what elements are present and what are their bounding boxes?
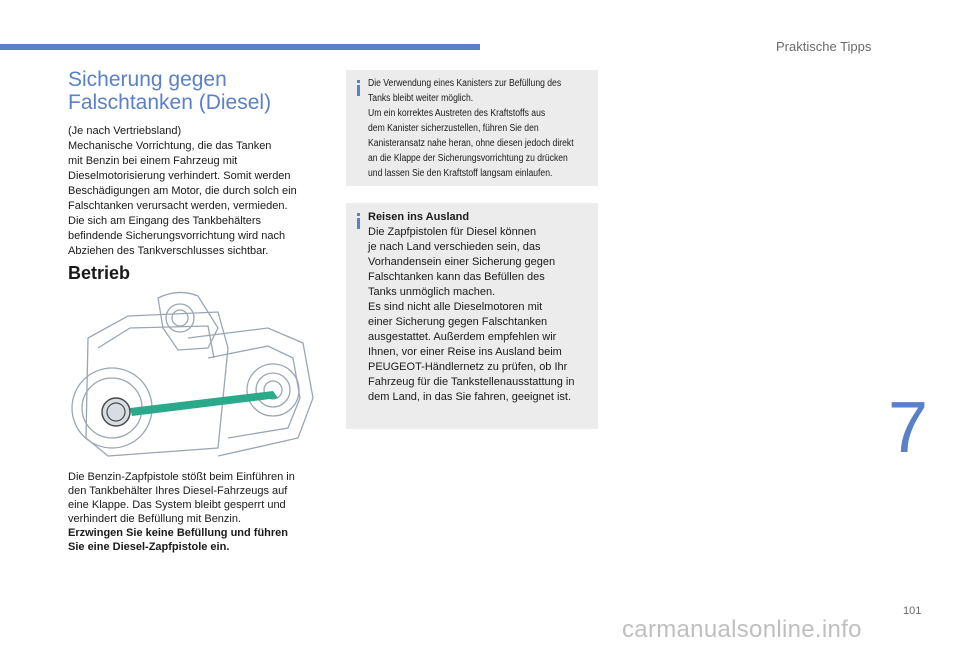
info-line: PEUGEOT-Händlernetz zu prüfen, ob Ihr: [368, 361, 568, 373]
info-line: an die Klappe der Sicherungsvorrichtung zu drücken: [368, 153, 568, 164]
intro-line: (Je nach Vertriebsland): [68, 125, 182, 137]
info-box-canister: [346, 70, 598, 186]
intro-paragraph: [68, 124, 332, 259]
page-title: [68, 68, 271, 114]
page-number: 101: [903, 605, 922, 617]
info-line: dem Land, in das Sie fahren, geeignet ist.: [368, 391, 572, 403]
section-heading-operation: Betrieb: [68, 263, 131, 283]
info-box-text: [368, 76, 574, 181]
intro-line: Beschädigungen am Motor, die durch solch ein: [68, 185, 297, 197]
info-line: dem Kanister sicherzustellen, führen Sie den: [368, 123, 539, 134]
info-icon: [354, 80, 364, 96]
info-line: Die Zapfpistolen für Diesel können: [368, 226, 537, 238]
operation-line: verhindert die Befüllung mit Benzin.: [68, 513, 242, 525]
info-line: Tanks bleibt weiter möglich.: [368, 93, 474, 104]
info-line: Kanisteransatz nahe heran, ohne diesen jedoch direkt: [368, 138, 574, 149]
info-line: Die Verwendung eines Kanisters zur Befüllung des: [368, 78, 562, 89]
operation-warning-line: Erzwingen Sie keine Befüllung und führen: [68, 527, 289, 539]
fuel-filler-illustration: [68, 288, 330, 466]
operation-line: eine Klappe. Das System bleibt gesperrt und: [68, 499, 286, 511]
watermark: carmanualsonline.info: [622, 616, 862, 643]
info-line: Vorhandensein einer Sicherung gegen: [368, 256, 556, 268]
operation-warning-line: Sie eine Diesel-Zapfpistole ein.: [68, 541, 230, 553]
intro-line: Dieselmotorisierung verhindert. Somit werden: [68, 170, 291, 182]
title-line: Falschtanken (Diesel): [68, 91, 272, 114]
info-box-abroad: [346, 203, 598, 429]
info-line: je nach Land verschieden sein, das: [368, 241, 541, 253]
operation-line: den Tankbehälter Ihres Diesel-Fahrzeugs auf: [68, 485, 288, 497]
info-line: Ihnen, vor einer Reise ins Ausland beim: [368, 346, 562, 358]
info-icon: [354, 213, 364, 229]
info-line: Falschtanken kann das Befüllen des: [368, 271, 545, 283]
intro-line: mit Benzin bei einem Fahrzeug mit: [68, 155, 238, 167]
info-line: Fahrzeug für die Tankstellenausstattung in: [368, 376, 575, 388]
info-line: einer Sicherung gegen Falschtanken: [368, 316, 548, 328]
chapter-number: 7: [888, 388, 929, 468]
info-line: Um ein korrektes Austreten des Kraftstoffs aus: [368, 108, 546, 119]
info-line: Tanks unmöglich machen.: [368, 286, 496, 298]
info-box-title: Reisen ins Ausland: [368, 211, 470, 223]
intro-line: Mechanische Vorrichtung, die das Tanken: [68, 140, 272, 152]
header-accent-bar: [0, 44, 480, 50]
intro-line: Die sich am Eingang des Tankbehälters: [68, 215, 262, 227]
section-header: Praktische Tipps: [776, 39, 872, 54]
intro-line: Abziehen des Tankverschlusses sichtbar.: [68, 245, 269, 257]
intro-line: befindende Sicherungsvorrichtung wird nach: [68, 230, 286, 242]
intro-line: Falschtanken verursacht werden, vermieden.: [68, 200, 288, 212]
info-box-text: [368, 210, 574, 405]
title-line: Sicherung gegen: [68, 68, 227, 91]
info-line: Es sind nicht alle Dieselmotoren mit: [368, 301, 543, 313]
operation-paragraph: [68, 470, 332, 554]
operation-line: Die Benzin-Zapfpistole stößt beim Einführen in: [68, 471, 295, 483]
info-line: ausgestattet. Außerdem empfehlen wir: [368, 331, 557, 343]
info-line: und lassen Sie den Kraftstoff langsam einlaufen.: [368, 168, 553, 179]
